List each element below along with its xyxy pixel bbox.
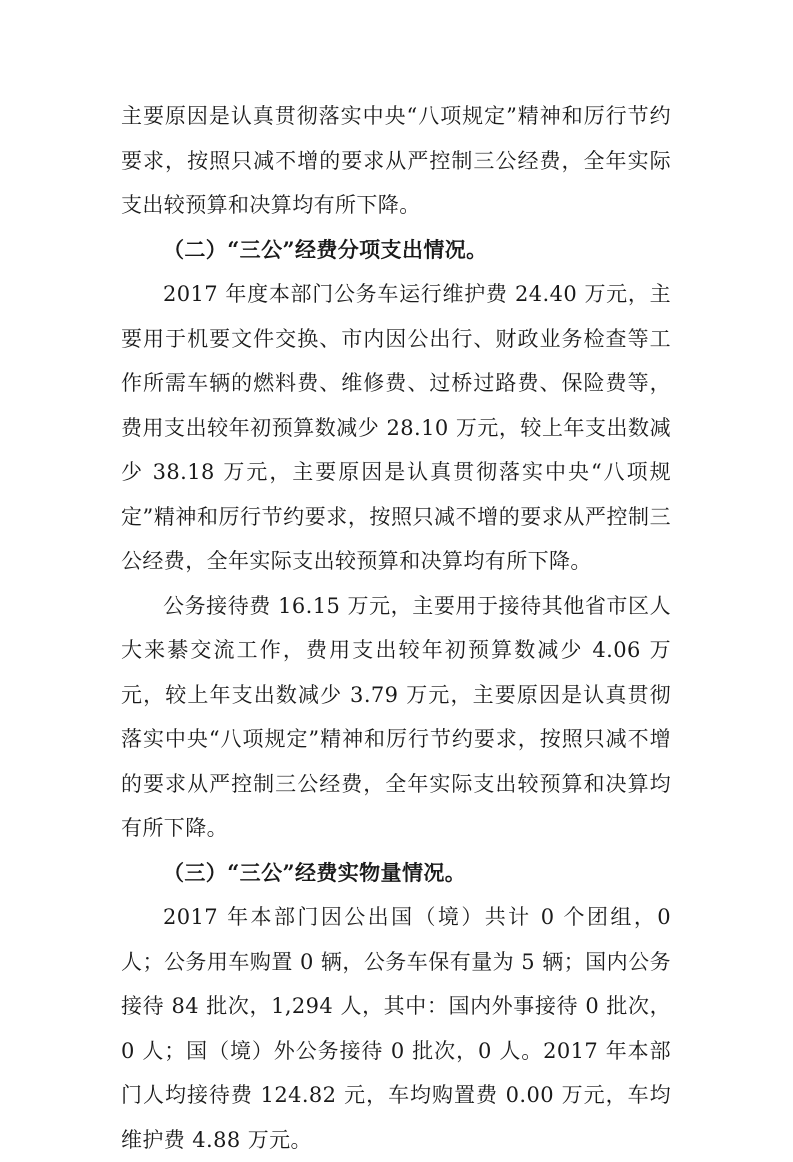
document-body [121,94,671,1162]
paragraph-reason-continuation: 主要原因是认真贯彻落实中央“八项规定”精神和厉行节约要求，按照只减不增的要求从严控制三公经费，全年实际支出较预算和决算均有所下降。 [121,104,671,217]
paragraph-vehicle-maintenance: 2017 年度本部门公务车运行维护费 24.40 万元，主要用于机要文件交换、市内因公出行、财政业务检查等工作所需车辆的燃料费、维修费、过桥过路费、保险费等，费用支出较年初预算数减少 28.10 万元，较上年支出数减少 38.18 万元，主要原因是认真贯彻落实中央“八项规定”精神和厉行节约要求，按照只减不增的要求从严控制三公经费，全年实际支出较预算和决算均有所下降。 [121,282,671,573]
paragraph-physical-quantity: 2017 年本部门因公出国（境）共计 0 个团组，0 人；公务用车购置 0 辆，公务车保有量为 5 辆；国内公务接待 84 批次，1,294 人，其中：国内外事接待 0 批次，0 人；国（境）外公务接待 0 批次，0 人。2017 年本部门人均接待费 124.82 元，车均购置费 0.00 万元，车均维护费 4.88 万元。 [121,905,671,1152]
section-heading-itemized-expenditure: （二）“三公”经费分项支出情况。 [163,236,488,262]
section-heading-physical-quantity: （三）“三公”经费实物量情况。 [163,859,467,885]
paragraph-official-reception: 公务接待费 16.15 万元，主要用于接待其他省市区人大来綦交流工作，费用支出较年初预算数减少 4.06 万元，较上年支出数减少 3.79 万元，主要原因是认真贯彻落实中央“八项规定”精神和厉行节约要求，按照只减不增的要求从严控制三公经费，全年实际支出较预算和决算均有所下降。 [121,593,671,840]
